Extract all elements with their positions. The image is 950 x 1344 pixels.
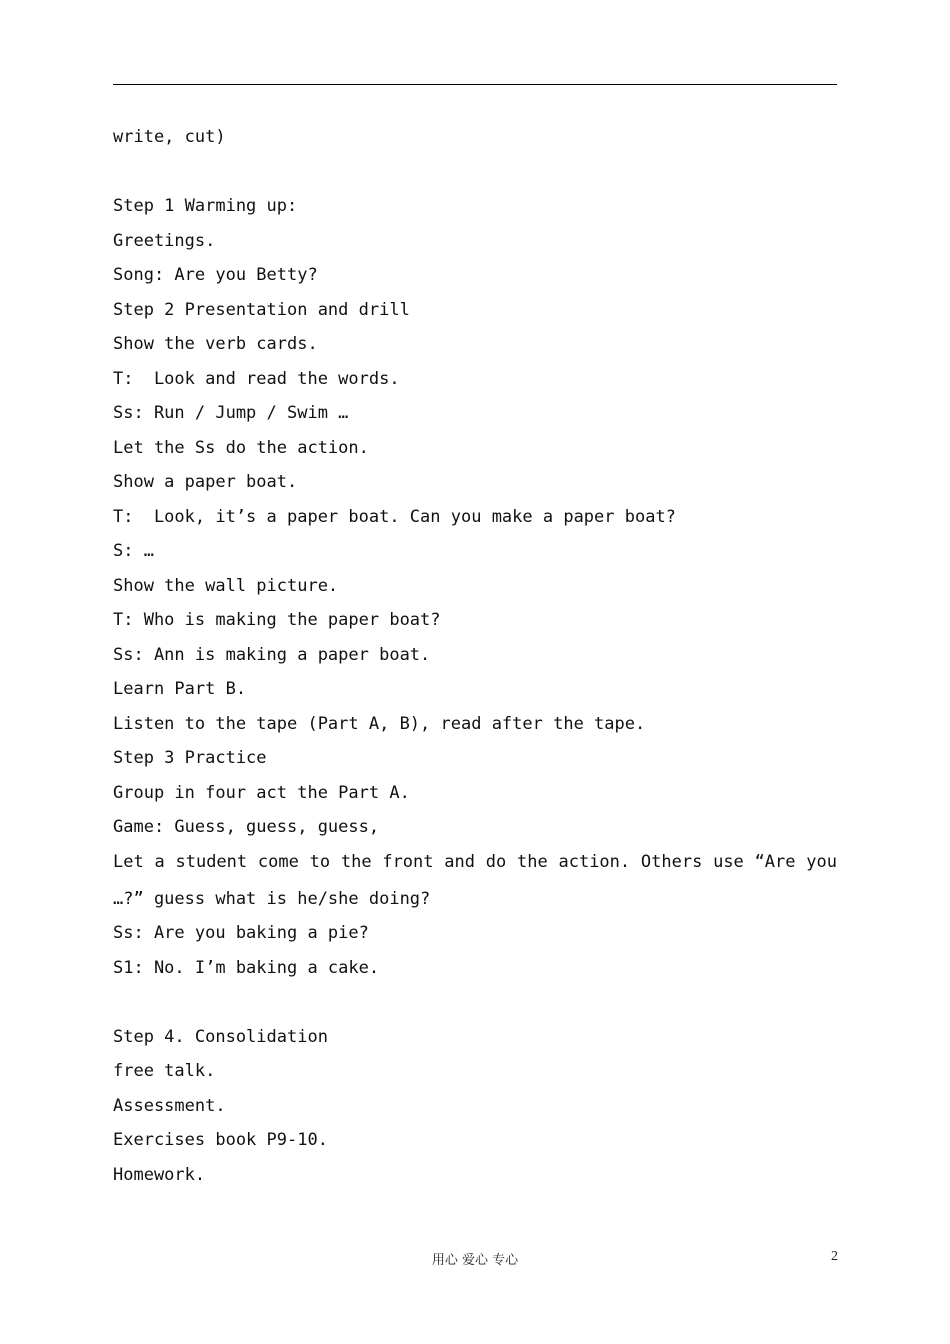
text-line: Assessment. <box>113 1096 226 1116</box>
text-line: Show a paper boat. <box>113 472 298 492</box>
text-line: Show the verb cards. <box>113 334 318 354</box>
text-line: T: Look and read the words. <box>113 369 400 389</box>
text-line: T: Who is making the paper boat? <box>113 610 441 630</box>
text-line: Step 1 Warming up: <box>113 196 298 216</box>
text-line: write, cut) <box>113 127 226 147</box>
text-line: Homework. <box>113 1165 206 1185</box>
text-line: Greetings. <box>113 231 216 251</box>
footer-motto: 用心 爱心 专心 <box>431 1253 519 1268</box>
text-line: free talk. <box>113 1061 216 1081</box>
text-line: Step 4. Consolidation <box>113 1027 328 1047</box>
text-line: Show the wall picture. <box>113 576 339 596</box>
text-line: …?” guess what is he/she doing? <box>113 889 431 909</box>
text-line: Ss: Ann is making a paper boat. <box>113 645 431 665</box>
text-line: Song: Are you Betty? <box>113 265 318 285</box>
text-line: S1: No. I’m baking a cake. <box>113 958 380 978</box>
page-number: 2 <box>831 1249 838 1264</box>
text-line: Listen to the tape (Part A, B), read after the tape. <box>113 714 646 734</box>
text-line: Ss: Are you baking a pie? <box>113 923 369 943</box>
text-line: Step 3 Practice <box>113 748 267 768</box>
text-line: Step 2 Presentation and drill <box>113 300 410 320</box>
text-line: Learn Part B. <box>113 679 247 699</box>
header-rule <box>113 84 837 85</box>
text-line: T: Look, it’s a paper boat. Can you make a paper boat? <box>113 507 676 527</box>
text-line-justified: Let a student come to the front and do the action. Others use “Are you <box>113 852 837 872</box>
text-line: Group in four act the Part A. <box>113 783 410 803</box>
text-line: S: … <box>113 541 154 561</box>
text-line: Exercises book P9-10. <box>113 1130 328 1150</box>
text-line: Game: Guess, guess, guess, <box>113 817 380 837</box>
text-line: Ss: Run / Jump / Swim … <box>113 403 349 423</box>
text-line: Let the Ss do the action. <box>113 438 369 458</box>
